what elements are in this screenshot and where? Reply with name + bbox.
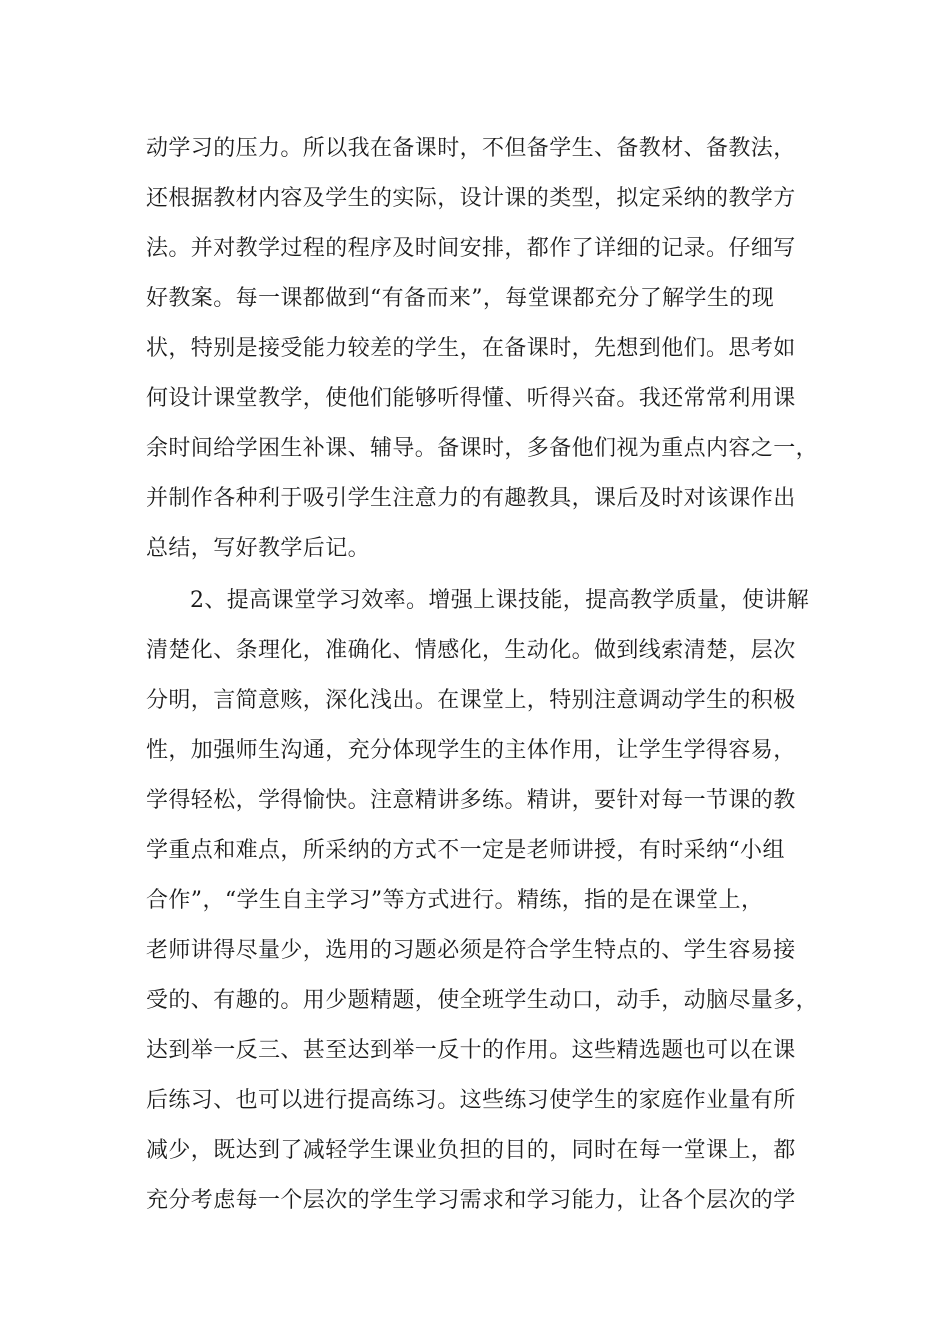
text-line: 清楚化、条理化，准确化、情感化，生动化。做到线索清楚，层次 (146, 638, 796, 663)
text-line: 学重点和难点，所采纳的方式不一定是老师讲授，有时采纳“小组 (146, 838, 785, 863)
text-line: 学得轻松，学得愉快。注意精讲多练。精讲，要针对每一节课的教 (146, 788, 796, 813)
text-line: 法。并对教学过程的程序及时间安排，都作了详细的记录。仔细写 (146, 236, 796, 261)
text-line: 老师讲得尽量少，选用的习题必须是符合学生特点的、学生容易接 (146, 938, 796, 963)
paragraph-start-line: 2、提高课堂学习效率。增强上课技能，提高教学质量，使讲解 (190, 588, 810, 613)
text-line: 状，特别是接受能力较差的学生，在备课时，先想到他们。思考如 (146, 336, 796, 361)
text-line: 受的、有趣的。用少题精题，使全班学生动口，动手，动脑尽量多， (146, 988, 819, 1013)
text-line: 还根据教材内容及学生的实际，设计课的类型，拟定采纳的教学方 (146, 186, 796, 211)
text-line: 何设计课堂教学，使他们能够听得懂、听得兴奋。我还常常利用课 (146, 386, 796, 411)
text-line: 减少，既达到了减轻学生课业负担的目的，同时在每一堂课上，都 (146, 1138, 796, 1163)
text-line: 后练习、也可以进行提高练习。这些练习使学生的家庭作业量有所 (146, 1088, 796, 1113)
text-line: 性，加强师生沟通，充分体现学生的主体作用，让学生学得容易， (146, 738, 796, 763)
text-line: 动学习的压力。所以我在备课时，不但备学生、备教材、备教法， (146, 136, 796, 161)
text-line: 充分考虑每一个层次的学生学习需求和学习能力，让各个层次的学 (146, 1188, 796, 1213)
text-line: 分明，言简意赅，深化浅出。在课堂上，特别注意调动学生的积极 (146, 688, 796, 713)
text-line: 余时间给学困生补课、辅导。备课时，多备他们视为重点内容之一， (146, 436, 819, 461)
text-line: 合作”，“学生自主学习”等方式进行。精练，指的是在课堂上， (146, 888, 764, 913)
text-line: 达到举一反三、甚至达到举一反十的作用。这些精选题也可以在课 (146, 1038, 796, 1063)
text-line: 好教案。每一课都做到“有备而来”，每堂课都充分了解学生的现 (146, 286, 775, 311)
text-line: 并制作各种利于吸引学生注意力的有趣教具，课后及时对该课作出 (146, 486, 796, 511)
text-line: 总结，写好教学后记。 (146, 536, 371, 561)
